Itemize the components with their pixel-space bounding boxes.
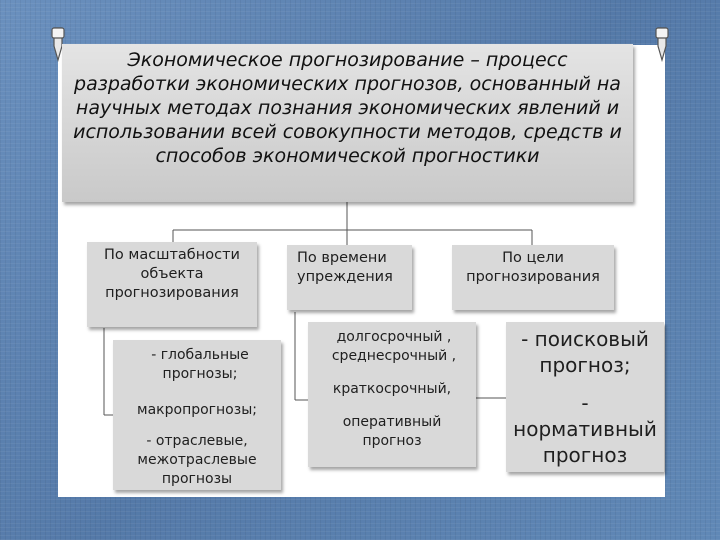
time-item-short: краткосрочный, bbox=[332, 381, 452, 397]
goal-items-box bbox=[506, 322, 664, 472]
category-time-label: По времени упреждения bbox=[297, 250, 393, 285]
title-box bbox=[62, 44, 633, 202]
category-time-box bbox=[287, 245, 412, 310]
scale-item-global: - глобальные прогнозы; bbox=[151, 347, 249, 382]
goal-item-search: - поисковый прогноз; bbox=[521, 327, 649, 377]
time-item-operative: оперативный прогноз bbox=[342, 414, 442, 449]
goal-item-normative: - нормативный прогноз bbox=[513, 391, 657, 467]
category-scale-label: По масштабности объекта прогнозирования bbox=[104, 247, 240, 301]
category-goal-label: По цели прогнозирования bbox=[466, 250, 600, 285]
time-items-box bbox=[308, 322, 476, 467]
scale-item-sector: - отраслевые, межотраслевые прогнозы bbox=[137, 433, 257, 487]
time-item-long: долгосрочный , среднесрочный , bbox=[331, 329, 457, 364]
scale-item-macro: макропрогнозы; bbox=[137, 402, 257, 418]
category-goal-box bbox=[452, 245, 614, 310]
category-scale-box bbox=[87, 242, 257, 327]
title-text: Экономическое прогнозирование – процесс разработки экономических прогнозов, основанный на научных методах познания экономических явлений и использовании всей совокупности методов, средств и способов экономической прогностики bbox=[73, 49, 622, 167]
scale-items-box bbox=[113, 340, 281, 490]
